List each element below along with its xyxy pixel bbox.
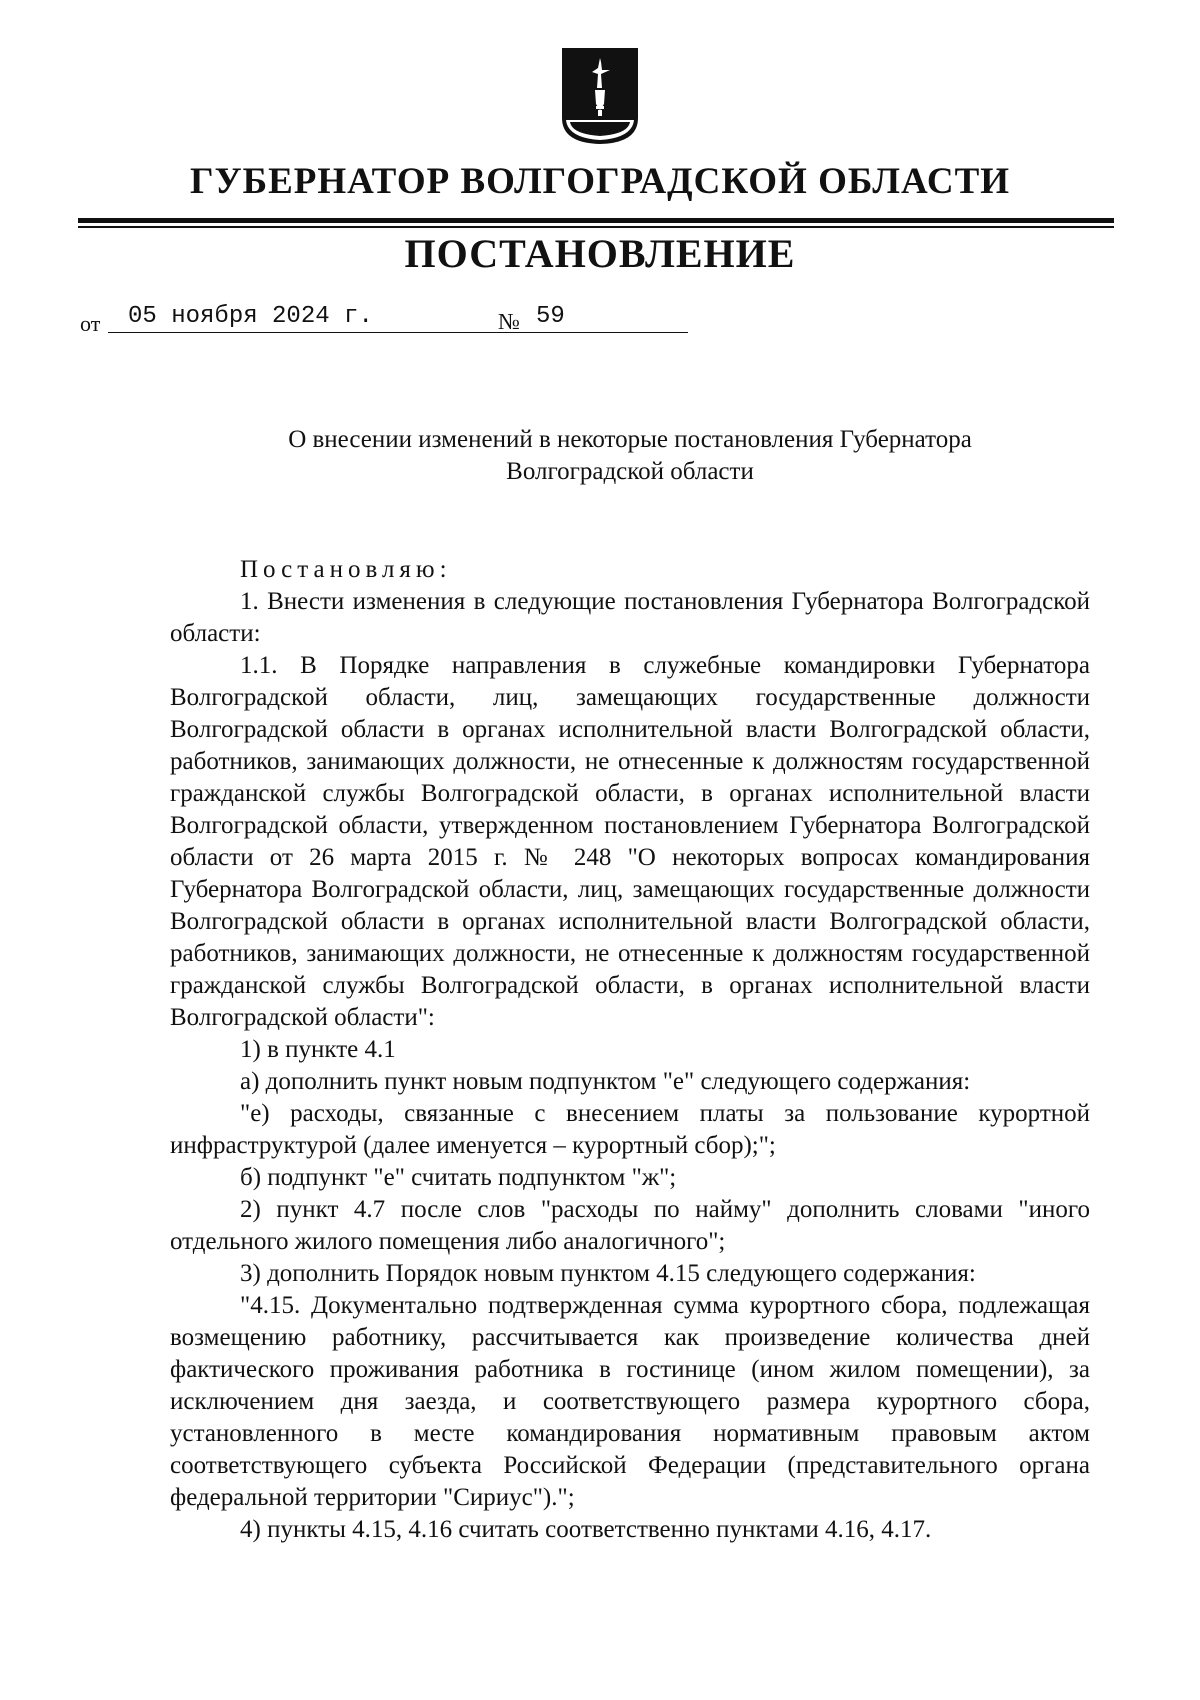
body-paragraph: 1. Внести изменения в следующие постановления Губернатора Волгоградской области:	[170, 588, 1090, 647]
body-paragraph: "4.15. Документально подтвержденная сумма курортного сбора, подлежащая возмещению работнику, рассчитывается как произведение количества дней фактического проживания работника в гостинице (ином жилом помещении), за исключением дня заезда, и соответствующего размера курортного сбора, установленного в месте командирования нормативным правовым актом соответствующего субъекта Российской Федерации (представительного органа федеральной территории "Сириус").";	[170, 1292, 1090, 1511]
issuing-authority: ГУБЕРНАТОР ВОЛГОГРАДСКОЙ ОБЛАСТИ	[189, 161, 1011, 202]
subject-line-2: Волгоградской области	[506, 458, 754, 485]
header-divider-thin	[78, 226, 1114, 228]
subject-line-1: О внесении изменений в некоторые постановления Губернатора	[288, 426, 972, 453]
document-number: 59	[526, 303, 688, 333]
body-paragraph: 1.1. В Порядке направления в служебные командировки Губернатора Волгоградской области, лиц, замещающих государственные должности Волгоградской области в органах исполнительной власти Волгоградской области, работников, занимающих должности, не отнесенные к должностям государственной гражданской службы Волгоградской области, в органах исполнительной власти Волгоградской области, утвержденном постановлением Губернатора Волгоградской области от 26 марта 2015 г. № 248 "О некоторых вопросах командирования Губернатора Волгоградской области, лиц, замещающих государственные должности Волгоградской области в органах исполнительной власти Волгоградской области, работников, занимающих должности, не отнесенные к должностям государственной гражданской службы Волгоградской области, в органах исполнительной власти Волгоградской области":	[170, 652, 1090, 1031]
date-prefix: от	[80, 311, 101, 336]
resolution-opening: Постановляю:	[240, 556, 452, 583]
body-paragraph: "е) расходы, связанные с внесением платы за пользование курортной инфраструктурой (далее именуется – курортный сбор);";	[170, 1100, 1090, 1159]
body-paragraph: 1) в пункте 4.1	[240, 1036, 396, 1063]
body-paragraph: 3) дополнить Порядок новым пунктом 4.15 следующего содержания:	[240, 1260, 976, 1287]
document-body	[170, 554, 1090, 1546]
document-date: 05 ноября 2024 г.	[108, 303, 566, 333]
header-divider-thick	[78, 218, 1114, 223]
body-paragraph: б) подпункт "е" считать подпунктом "ж";	[240, 1164, 677, 1191]
body-paragraph: а) дополнить пункт новым подпунктом "е" следующего содержания:	[240, 1068, 971, 1095]
coat-of-arms-icon	[562, 48, 638, 144]
document-subject	[140, 424, 1120, 488]
number-prefix: №	[498, 309, 520, 334]
body-paragraph: 4) пункты 4.15, 4.16 считать соответственно пунктами 4.16, 4.17.	[240, 1516, 932, 1543]
body-paragraph: 2) пункт 4.7 после слов "расходы по найму" дополнить словами "иного отдельного жилого помещения либо аналогичного";	[170, 1196, 1090, 1255]
document-type-title: ПОСТАНОВЛЕНИЕ	[404, 231, 796, 276]
